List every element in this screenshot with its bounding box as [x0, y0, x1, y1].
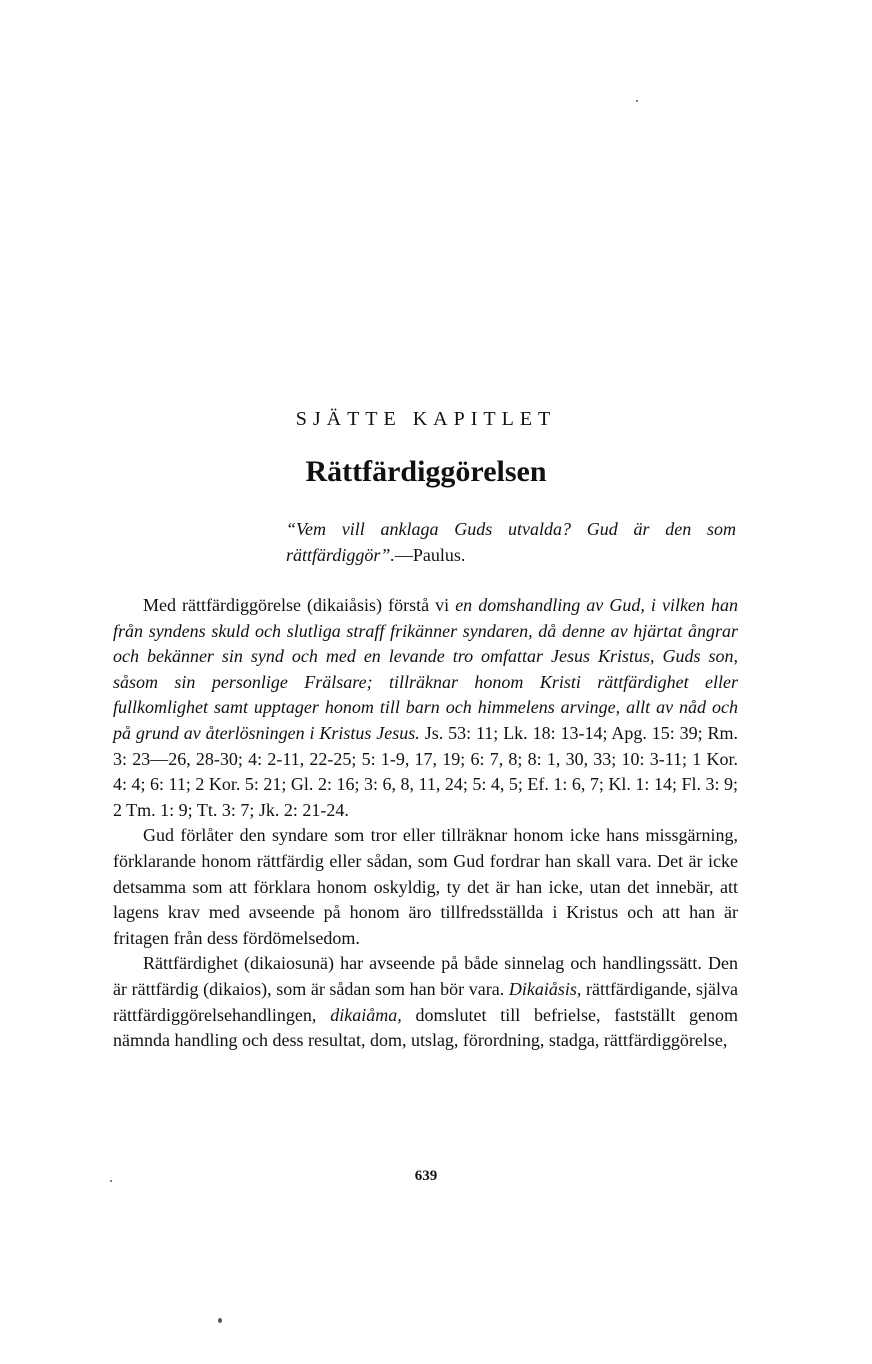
scripture-references: Js. 53: 11; Lk. 18: 13-14; Apg. 15: 39; Rm. 3: 23—26, 28-30; 4: 2-11, 22-25; 5: 1-9, 17, 19; 6: 7, 8; 8: 1, 30, 33; 10: 3-11; 1 Kor. 4: 4; 6: 11; 2 Kor. 5: 21; Gl. 2: 16; 3: 6, 8, 11, 24; 5: 4, 5; Ef. 1: 6, 7; Kl. 1: 14; Fl. 3: 9; 2 Tm. 1: 9; Tt. 3: 7; Jk. 2: 21-24.	[113, 722, 738, 820]
body-text	[113, 593, 738, 1054]
paragraph-forgiveness: Gud förlåter den syndare som tror eller tillräknar honom icke hans missgärning, förklarande honom rättfärdig eller sådan, som Gud fordrar han skall vara. Det är icke detsamma som att förklara honom oskyldig, ty det är han icke, utan det innebär, att lagens krav med avseende på honom äro tillfredsställda i Kristus och att han är fritagen från dess fördömelsedom.	[113, 825, 738, 948]
paragraph-intro: Med rättfärdiggörelse (dikaiåsis) förstå vi	[143, 595, 456, 615]
paragraph-righteousness	[113, 951, 738, 1053]
greek-term: Dikaiåsis,	[508, 978, 582, 999]
page-number: 639	[414, 1168, 438, 1184]
paragraph-definition	[113, 593, 738, 823]
chapter-title: Rättfärdiggörelsen	[305, 455, 547, 488]
scan-speck	[218, 1318, 222, 1323]
paragraph-part: Rättfärdighet (dikaiosunä) har avseende på både sinnelag och handlingssätt. Den är rättfärdig (dikaios), som är sådan som han bör vara.	[113, 953, 738, 999]
scan-speck	[636, 100, 638, 102]
scan-speck	[110, 1180, 112, 1182]
epigraph-quote: “Vem vill anklaga Guds utvalda? Gud är den som rättfärdiggör”.	[286, 519, 736, 565]
greek-term: dikaiåma,	[330, 1004, 402, 1025]
epigraph	[286, 516, 736, 568]
epigraph-attribution: —Paulus.	[394, 545, 466, 565]
definition-text: en domshandling av Gud, i vilken han från syndens skuld och slutliga straff frikänner syndaren, då denne av hjärtat ångrar och bekänner sin synd och med en levande tro omfattar Jesus Kristus, Guds son, såsom sin personlige Frälsare; tillräknar honom Kristi rättfärdighet eller fullkomlighet samt upptager honom till barn och himmelens arvinge, allt av nåd och på grund av återlösningen i Kristus Jesus.	[113, 595, 738, 743]
paragraph-part: rättfärdigande, själva rättfärdiggörelsehandlingen,	[113, 978, 738, 1025]
chapter-label: SJÄTTE KAPITLET	[295, 408, 557, 430]
paragraph-part: domslutet till befrielse, fastställt genom nämnda handling och dess resultat, dom, utslag, förordning, stadga, rättfärdiggörelse,	[113, 1004, 738, 1051]
